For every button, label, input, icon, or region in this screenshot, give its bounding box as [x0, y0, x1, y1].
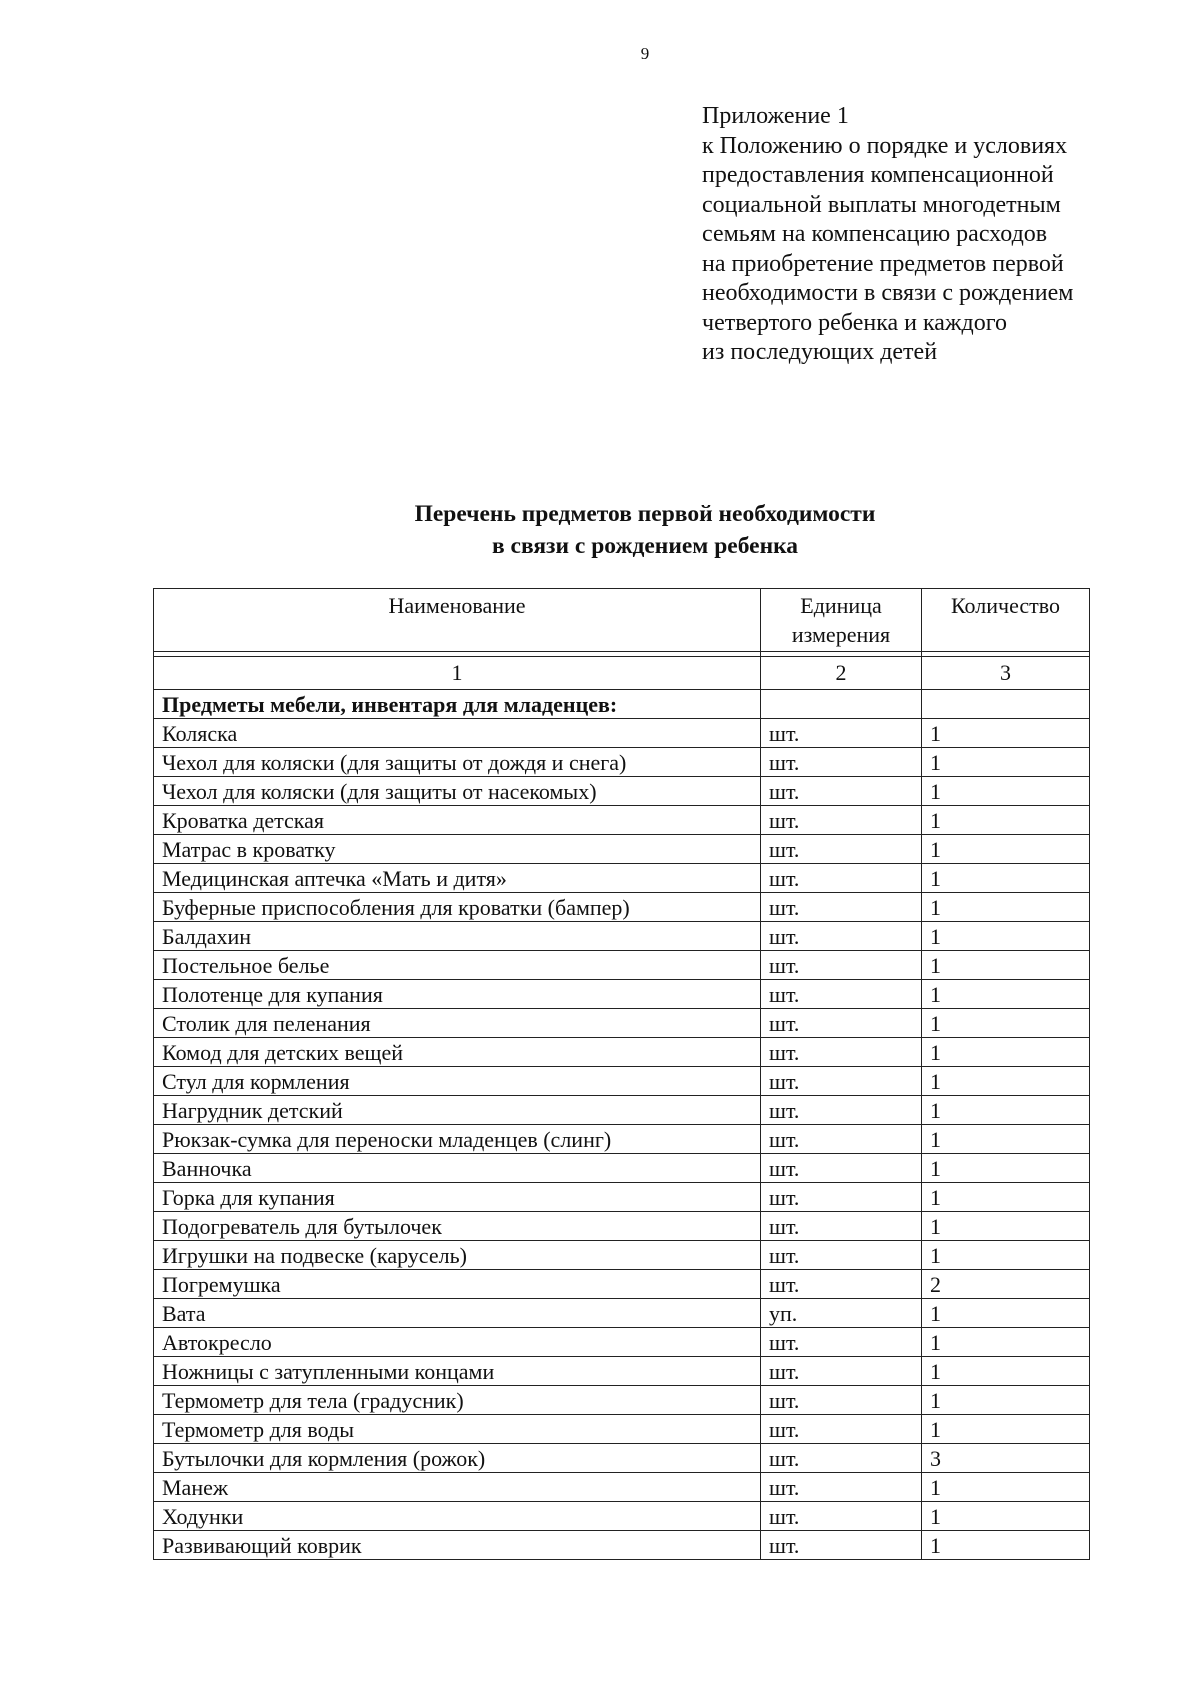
- item-quantity-cell: 1: [922, 864, 1090, 893]
- item-unit-cell: шт.: [761, 1473, 922, 1502]
- table-row: [154, 1502, 1090, 1531]
- item-quantity-cell: 1: [922, 922, 1090, 951]
- table-row: [154, 1154, 1090, 1183]
- item-quantity-cell: 1: [922, 835, 1090, 864]
- appendix-line: семьям на компенсацию расходов: [702, 221, 1048, 247]
- appendix-line: необходимости в связи с рождением: [702, 280, 1074, 306]
- document-title-line: в связи с рождением ребенка: [491, 533, 799, 559]
- item-unit-cell: шт.: [761, 864, 922, 893]
- item-name-cell: Медицинская аптечка «Мать и дитя»: [154, 864, 761, 893]
- column-number: 1: [154, 657, 761, 690]
- section-row: [154, 690, 1090, 719]
- item-name-cell: Коляска: [154, 719, 761, 748]
- table-row: [154, 835, 1090, 864]
- table-row: [154, 980, 1090, 1009]
- table-row: [154, 1183, 1090, 1212]
- item-unit-cell: шт.: [761, 806, 922, 835]
- item-name-cell: Кроватка детская: [154, 806, 761, 835]
- table-row: [154, 922, 1090, 951]
- appendix-line: предоставления компенсационной: [702, 162, 1054, 188]
- column-header-name: Наименование: [154, 589, 761, 652]
- item-unit-cell: шт.: [761, 1328, 922, 1357]
- column-header-quantity: Количество: [922, 589, 1090, 652]
- table-header-row: [154, 589, 1090, 652]
- item-unit-cell: шт.: [761, 777, 922, 806]
- item-quantity-cell: 1: [922, 1038, 1090, 1067]
- item-name-cell: Ванночка: [154, 1154, 761, 1183]
- item-quantity-cell: 1: [922, 951, 1090, 980]
- item-name-cell: Погремушка: [154, 1270, 761, 1299]
- item-quantity-cell: 3: [922, 1444, 1090, 1473]
- item-unit-cell: шт.: [761, 922, 922, 951]
- table-row: [154, 1241, 1090, 1270]
- appendix-line: из последующих детей: [702, 339, 938, 365]
- item-quantity-cell: 1: [922, 1009, 1090, 1038]
- column-number-row: [154, 657, 1090, 690]
- item-quantity-cell: 1: [922, 1502, 1090, 1531]
- column-header-unit: Единица измерения: [761, 589, 922, 652]
- appendix-header: [702, 102, 1172, 368]
- item-unit-cell: шт.: [761, 951, 922, 980]
- item-name-cell: Чехол для коляски (для защиты от дождя и снега): [154, 748, 761, 777]
- document-title-line: Перечень предметов первой необходимости: [414, 501, 876, 527]
- table-row: [154, 1096, 1090, 1125]
- item-name-cell: Манеж: [154, 1473, 761, 1502]
- item-name-cell: Стул для кормления: [154, 1067, 761, 1096]
- item-unit-cell: шт.: [761, 835, 922, 864]
- item-unit-cell: шт.: [761, 1415, 922, 1444]
- table-row: [154, 1415, 1090, 1444]
- table-row: [154, 1212, 1090, 1241]
- item-unit-cell: шт.: [761, 1154, 922, 1183]
- item-unit-cell: шт.: [761, 1241, 922, 1270]
- item-quantity-cell: 1: [922, 1357, 1090, 1386]
- item-name-cell: Термометр для воды: [154, 1415, 761, 1444]
- item-unit-cell: шт.: [761, 1009, 922, 1038]
- item-name-cell: Комод для детских вещей: [154, 1038, 761, 1067]
- table-row: [154, 1531, 1090, 1560]
- table-row: [154, 951, 1090, 980]
- items-table: [153, 588, 1090, 1560]
- item-unit-cell: шт.: [761, 1067, 922, 1096]
- table-row: [154, 1067, 1090, 1096]
- item-unit-cell: шт.: [761, 1038, 922, 1067]
- item-quantity-cell: 1: [922, 1386, 1090, 1415]
- item-name-cell: Чехол для коляски (для защиты от насекомых): [154, 777, 761, 806]
- item-quantity-cell: 1: [922, 748, 1090, 777]
- item-quantity-cell: 2: [922, 1270, 1090, 1299]
- item-name-cell: Ходунки: [154, 1502, 761, 1531]
- item-name-cell: Игрушки на подвеске (карусель): [154, 1241, 761, 1270]
- item-name-cell: Развивающий коврик: [154, 1531, 761, 1560]
- item-quantity-cell: 1: [922, 1241, 1090, 1270]
- item-name-cell: Балдахин: [154, 922, 761, 951]
- item-name-cell: Термометр для тела (градусник): [154, 1386, 761, 1415]
- item-quantity-cell: 1: [922, 1183, 1090, 1212]
- item-name-cell: Постельное белье: [154, 951, 761, 980]
- table-row: [154, 1473, 1090, 1502]
- document-title: [0, 498, 1200, 562]
- item-unit-cell: шт.: [761, 1183, 922, 1212]
- item-unit-cell: шт.: [761, 1444, 922, 1473]
- table-cell: [922, 690, 1090, 719]
- item-quantity-cell: 1: [922, 1415, 1090, 1444]
- appendix-line: на приобретение предметов первой: [702, 250, 1064, 277]
- item-quantity-cell: 1: [922, 806, 1090, 835]
- item-name-cell: Автокресло: [154, 1328, 761, 1357]
- section-title: Предметы мебели, инвентаря для младенцев:: [154, 690, 761, 719]
- item-quantity-cell: 1: [922, 1328, 1090, 1357]
- item-unit-cell: шт.: [761, 1096, 922, 1125]
- appendix-line: Приложение 1: [702, 103, 849, 129]
- item-quantity-cell: 1: [922, 980, 1090, 1009]
- table-row: [154, 777, 1090, 806]
- item-unit-cell: шт.: [761, 1212, 922, 1241]
- item-unit-cell: шт.: [761, 719, 922, 748]
- table-row: [154, 1299, 1090, 1328]
- table-row: [154, 1038, 1090, 1067]
- item-unit-cell: шт.: [761, 748, 922, 777]
- item-name-cell: Рюкзак-сумка для переноски младенцев (слинг): [154, 1125, 761, 1154]
- item-quantity-cell: 1: [922, 1125, 1090, 1154]
- item-name-cell: Полотенце для купания: [154, 980, 761, 1009]
- table-row: [154, 806, 1090, 835]
- item-unit-cell: шт.: [761, 1270, 922, 1299]
- item-name-cell: Нагрудник детский: [154, 1096, 761, 1125]
- table-cell: [761, 690, 922, 719]
- column-number: 2: [761, 657, 922, 690]
- item-name-cell: Буферные приспособления для кроватки (бампер): [154, 893, 761, 922]
- appendix-line: четвертого ребенка и каждого: [702, 309, 1007, 336]
- item-unit-cell: шт.: [761, 980, 922, 1009]
- item-quantity-cell: 1: [922, 1067, 1090, 1096]
- item-name-cell: Бутылочки для кормления (рожок): [154, 1444, 761, 1473]
- appendix-line: социальной выплаты многодетным: [702, 191, 1061, 218]
- item-quantity-cell: 1: [922, 1299, 1090, 1328]
- item-quantity-cell: 1: [922, 1096, 1090, 1125]
- item-name-cell: Ножницы с затупленными концами: [154, 1357, 761, 1386]
- page-number: 9: [640, 44, 650, 63]
- table-row: [154, 893, 1090, 922]
- table-row: [154, 1357, 1090, 1386]
- item-name-cell: Подогреватель для бутылочек: [154, 1212, 761, 1241]
- item-unit-cell: шт.: [761, 1125, 922, 1154]
- table-row: [154, 1270, 1090, 1299]
- item-quantity-cell: 1: [922, 1154, 1090, 1183]
- appendix-line: к Положению о порядке и условиях: [702, 132, 1068, 159]
- item-unit-cell: шт.: [761, 1386, 922, 1415]
- item-unit-cell: шт.: [761, 1531, 922, 1560]
- item-name-cell: Матрас в кроватку: [154, 835, 761, 864]
- item-name-cell: Горка для купания: [154, 1183, 761, 1212]
- item-quantity-cell: 1: [922, 1473, 1090, 1502]
- table-row: [154, 748, 1090, 777]
- column-number: 3: [922, 657, 1090, 690]
- table-row: [154, 1125, 1090, 1154]
- item-quantity-cell: 1: [922, 719, 1090, 748]
- table-row: [154, 1009, 1090, 1038]
- table-row: [154, 719, 1090, 748]
- item-unit-cell: шт.: [761, 1502, 922, 1531]
- table-row: [154, 864, 1090, 893]
- item-quantity-cell: 1: [922, 1212, 1090, 1241]
- item-unit-cell: шт.: [761, 893, 922, 922]
- item-name-cell: Столик для пеленания: [154, 1009, 761, 1038]
- item-quantity-cell: 1: [922, 1531, 1090, 1560]
- table-row: [154, 1444, 1090, 1473]
- table-row: [154, 1386, 1090, 1415]
- item-unit-cell: уп.: [761, 1299, 922, 1328]
- item-quantity-cell: 1: [922, 777, 1090, 806]
- table-row: [154, 1328, 1090, 1357]
- item-name-cell: Вата: [154, 1299, 761, 1328]
- item-quantity-cell: 1: [922, 893, 1090, 922]
- item-unit-cell: шт.: [761, 1357, 922, 1386]
